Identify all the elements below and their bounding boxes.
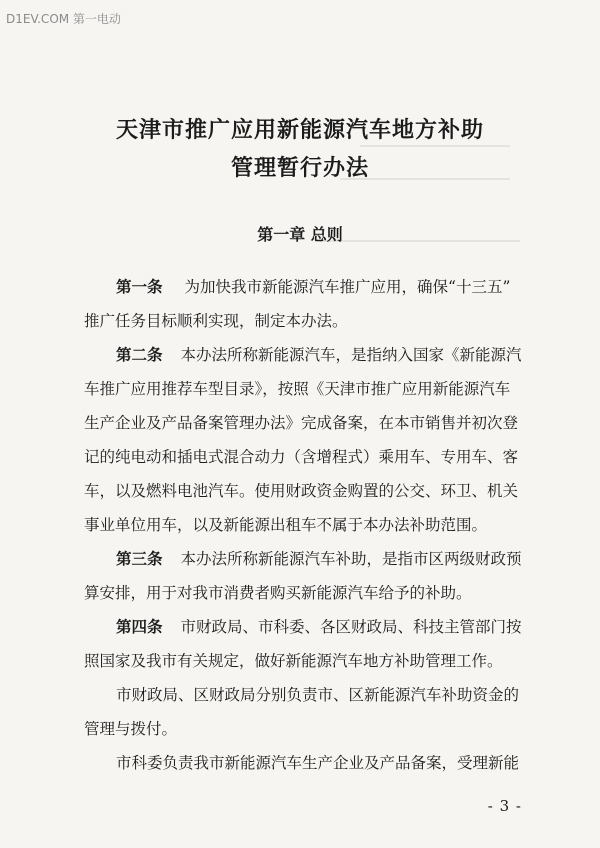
paragraph-line: 市财政局、区财政局分别负责市、区新能源汽车补助资金的 (116, 686, 520, 704)
document-title-line2: 管理暂行办法 (230, 155, 369, 181)
article-2-line (116, 345, 522, 365)
article-1-line: 推广任务目标顺利实现，制定本办法。 (84, 312, 348, 330)
article-4-line (116, 617, 522, 637)
article-2-line: 车推广应用推荐车型目录》，按照《天津市推广应用新能源汽车 (84, 380, 511, 398)
chapter-heading: 第一章 总则 (257, 225, 343, 244)
article-1-label: 第一条 (116, 277, 163, 296)
paragraph-line: 管理与拨付。 (84, 720, 178, 738)
article-3-label: 第三条 (116, 549, 163, 568)
article-3-line: 算安排，用于对我市消费者购买新能源汽车给予的补助。 (84, 584, 472, 602)
document-title-line1: 天津市推广应用新能源汽车地方补助 (115, 117, 484, 143)
article-3-line (116, 549, 522, 569)
article-2-text: 本办法所称新能源汽车，是指纳入国家《新能源汽 (180, 346, 522, 364)
article-1-text: 为加快我市新能源汽车推广应用，确保“十三五” (184, 278, 511, 296)
site-watermark: D1EV.COM 第一电动 (6, 12, 121, 26)
article-4-line: 照国家及我市有关规定，做好新能源汽车地方补助管理工作。 (84, 652, 503, 670)
article-2-line: 生产企业及产品备案管理办法》完成备案，在本市销售并初次登 (84, 414, 519, 432)
article-2-label: 第二条 (116, 345, 163, 364)
article-4-text: 市财政局、市科委、各区财政局、科技主管部门按 (180, 618, 522, 636)
article-3-text: 本办法所称新能源汽车补助，是指市区两级财政预 (180, 550, 522, 568)
article-2-line: 事业单位用车，以及新能源出租车不属于本办法补助范围。 (84, 516, 488, 534)
article-2-line: 车，以及燃料电池汽车。使用财政资金购置的公交、环卫、机关 (84, 482, 519, 500)
paragraph-line: 市科委负责我市新能源汽车生产企业及产品备案，受理新能 (116, 754, 520, 772)
article-2-line: 记的纯电动和插电式混合动力（含增程式）乘用车、专用车、客 (84, 448, 519, 466)
page-number: - 3 - (487, 797, 522, 815)
article-4-label: 第四条 (116, 617, 163, 636)
article-1-line (116, 277, 510, 297)
